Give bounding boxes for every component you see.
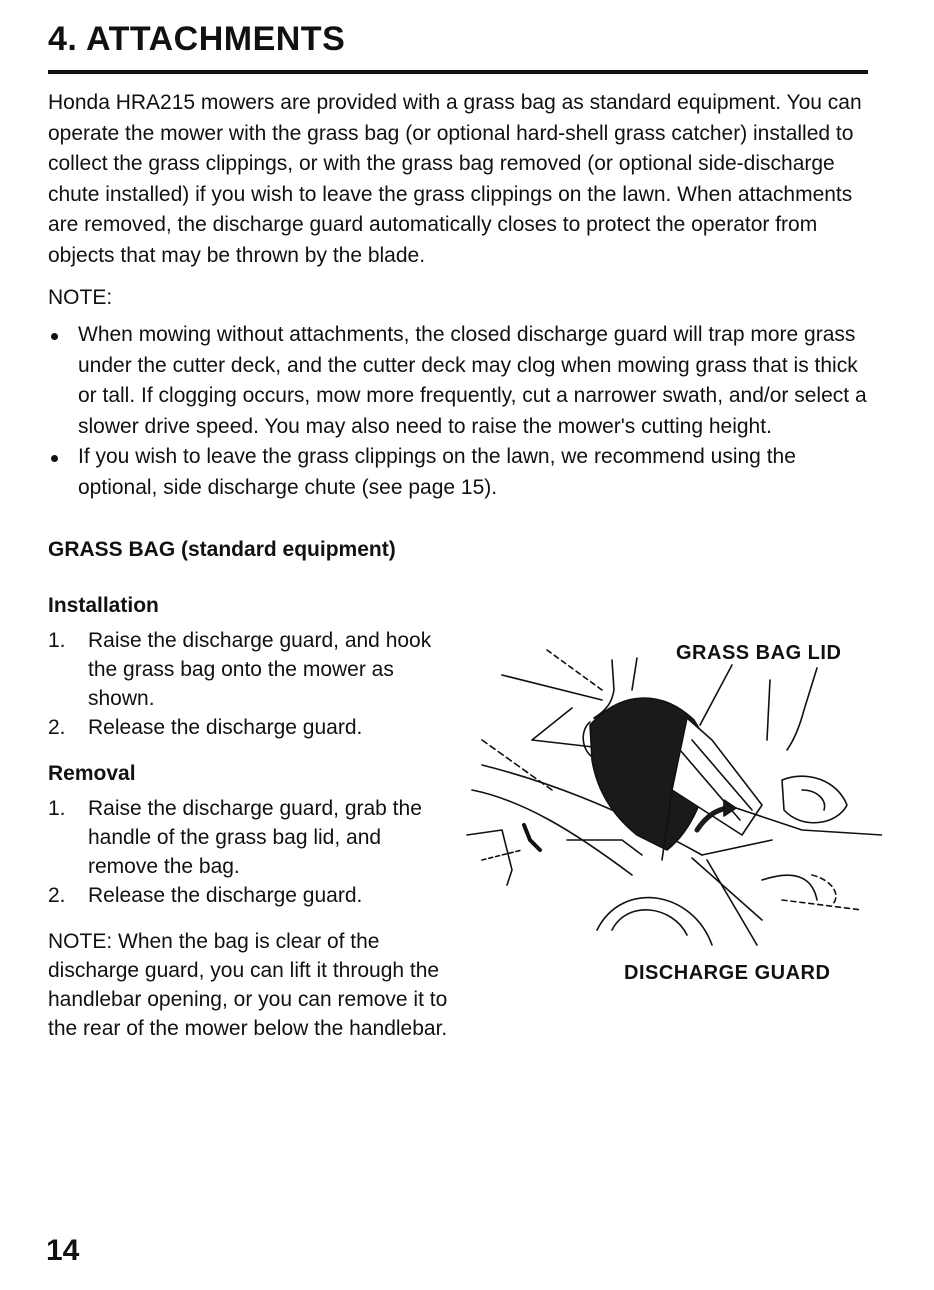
step-number: 1. (48, 629, 66, 652)
step-number: 1. (48, 797, 66, 820)
step-text: Raise the discharge guard, grab the handle of the grass bag lid, and remove the bag. (88, 797, 422, 878)
mower-grass-bag-drawing (462, 630, 882, 990)
step-number: 2. (48, 884, 66, 907)
installation-steps (48, 626, 448, 742)
step-text: Release the discharge guard. (88, 884, 363, 907)
grass-bag-illustration (462, 630, 882, 990)
section-title: 4. ATTACHMENTS (48, 20, 346, 58)
note-item-text: When mowing without attachments, the closed discharge guard will trap more grass under the cutter deck, and the cutter deck may clog when mowing grass that is thick or tall. If clogging occurs, mow more frequently, cut a narrower swath, and/or select a slower drive speed. You may also need to raise the mower's cutting height. (78, 323, 867, 438)
step-text: Raise the discharge guard, and hook the grass bag onto the mower as shown. (88, 629, 432, 710)
removal-steps (48, 794, 448, 910)
note-item (48, 320, 874, 442)
note-list (48, 320, 874, 503)
note-item-text: If you wish to leave the grass clippings on the lawn, we recommend using the optional, side discharge chute (see page 15). (78, 445, 796, 499)
removal-note: NOTE: When the bag is clear of the discharge guard, you can lift it through the handlebar opening, or you can remove it to the rear of the mower below the handlebar. (48, 930, 448, 1040)
step-number: 2. (48, 716, 66, 739)
removal-heading: Removal (48, 762, 136, 785)
note-item (48, 442, 874, 503)
installation-heading: Installation (48, 594, 159, 617)
title-rule (48, 70, 868, 74)
step-item (48, 881, 448, 910)
bullet-icon (51, 333, 58, 340)
note-label: NOTE: (48, 286, 113, 309)
discharge-guard-label: DISCHARGE GUARD (624, 962, 831, 984)
step-item (48, 713, 448, 742)
page-number: 14 (46, 1234, 80, 1267)
step-item (48, 626, 448, 713)
step-text: Release the discharge guard. (88, 716, 363, 739)
intro-paragraph: Honda HRA215 mowers are provided with a grass bag as standard equipment. You can operate the mower with the grass bag (or optional hard-shell grass catcher) installed to collect the grass clippings, or with the grass bag removed (or optional side-discharge chute installed) if you wish to leave the grass clippings on the lawn. When attachments are removed, the discharge guard automatically closes to protect the operator from objects that may be thrown by the blade. (48, 91, 862, 267)
bullet-icon (51, 455, 58, 462)
grass-bag-heading: GRASS BAG (standard equipment) (48, 538, 396, 561)
grass-bag-lid-label: GRASS BAG LID (676, 642, 842, 664)
step-item (48, 794, 448, 881)
